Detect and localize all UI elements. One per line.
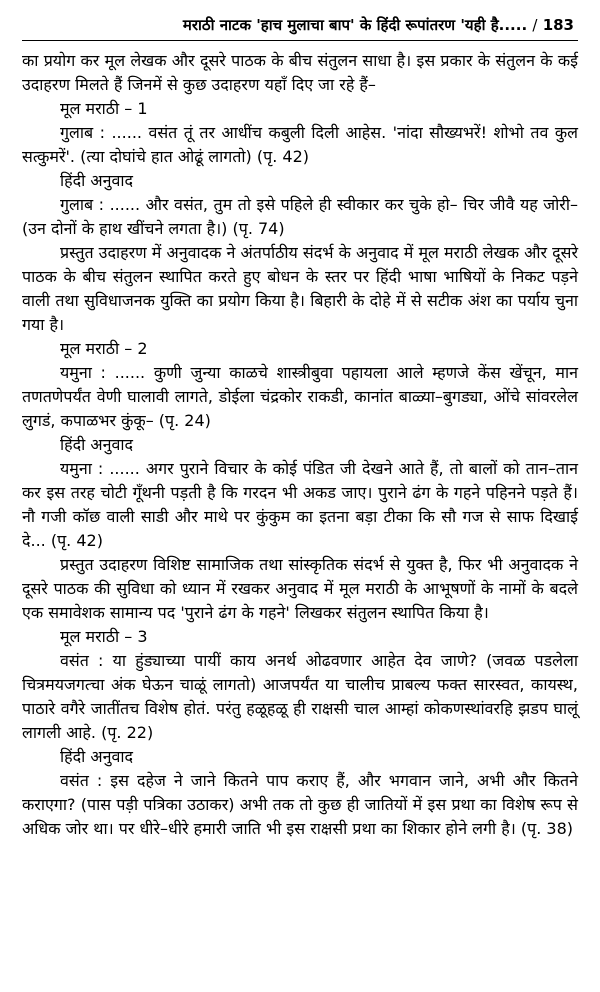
header-separator: / <box>532 16 538 34</box>
section-label-hindi-3: हिंदी अनुवाद <box>60 747 134 766</box>
body-text <box>22 49 578 841</box>
quote-marathi-2: यमुना : ...... कुणी जुन्या काळचे शास्त्रीबुवा पहायला आले म्हणजे केंस खेंचून, मान तणतणेपर्यंत वेणी घालावी लागते, डोईला चंद्रकोर राकडी, कानांत बाळ्या–बुगड्या, ओंचे सांवरलेल लुगडं, कपाळभर कुंकू– (पृ. 24) <box>22 363 578 430</box>
section-label-marathi-1: मूल मराठी – 1 <box>60 99 148 118</box>
section-label-hindi-1: हिंदी अनुवाद <box>60 171 134 190</box>
quote-marathi-1: गुलाब : ...... वसंत तूं तर आधींच कबुली दिली आहेस. 'नांदा सौख्यभरें! शोभो तव कुल सत्कुमरें'. (त्या दोघांचे हात ओढूं लागतो) (पृ. 42) <box>22 123 578 166</box>
header-rule <box>22 40 578 41</box>
commentary-1: प्रस्तुत उदाहरण में अनुवादक ने अंतर्पाठीय संदर्भ के अनुवाद में मूल मराठी लेखक और दूसरे पाठक के बीच संतुलन स्थापित करते हुए बोधन के स्तर पर हिंदी भाषा भाषियों के निकट पड़ने वाली तथा सुविधाजनक युक्ति का प्रयोग किया है। बिहारी के दोहे में से सटीक अंश का पर्याय चुना गया है। <box>22 243 578 334</box>
section-label-marathi-3: मूल मराठी – 3 <box>60 627 148 646</box>
section-label-marathi-2: मूल मराठी – 2 <box>60 339 148 358</box>
quote-marathi-3: वसंत : या हुंड्याच्या पायीं काय अनर्थ ओढवणार आहेत देव जाणे? (जवळ पडलेला चित्रमयजगत्चा अंक घेऊन चाळूं लागतो) आजपर्यंत या चालीच प्राबल्य फक्त सारस्वत, कायस्थ, पाठारे वगैरे जातींतच विशेष होतं. परंतु हळूहळू ही राक्षसी चाल आम्हां कोकणस्थांवरहि झडप घालूं लागली आहे. (पृ. 22) <box>22 651 578 742</box>
running-header-title: मराठी नाटक 'हाच मुलाचा बाप' के हिंदी रूपांतरण 'यही है..... <box>182 16 528 34</box>
section-label-hindi-2: हिंदी अनुवाद <box>60 435 134 454</box>
quote-hindi-2: यमुना : ...... अगर पुराने विचार के कोई पंडित जी देखने आते हैं, तो बालों को तान–तान कर इस तरह चोटी गूँथनी पड़ती है कि गरदन भी अकड जाए। पुराने ढंग के गहने पहिनने पड़ते हैं। नौ गजी कॉछ वाली साडी और माथे पर कुंकुम का इतना बड़ा टीका कि सौ गज से साफ दिखाई दे... (पृ. 42) <box>22 459 578 550</box>
commentary-2: प्रस्तुत उदाहरण विशिष्ट सामाजिक तथा सांस्कृतिक संदर्भ से युक्त है, फिर भी अनुवादक ने दूसरे पाठक की सुविधा को ध्यान में रखकर अनुवाद में मूल मराठी के आभूषणों के नामों के बदले एक समावेशक सामान्य पद 'पुराने ढंग के गहने' लिखकर संतुलन स्थापित किया है। <box>22 555 578 622</box>
intro-paragraph: का प्रयोग कर मूल लेखक और दूसरे पाठक के बीच संतुलन साधा है। इस प्रकार के संतुलन के कई उदाहरण मिलते हैं जिनमें से कुछ उदाहरण यहाँ दिए जा रहे हैं– <box>22 51 578 94</box>
quote-hindi-3: वसंत : इस दहेज ने जाने कितने पाप कराए हैं, और भगवान जाने, अभी और कितने कराएगा? (पास पड़ी पत्रिका उठाकर) अभी तक तो कुछ ही जातियों में इस प्रथा का विशेष रूप से अधिक जोर था। पर धीरे–धीरे हमारी जाति भी इस राक्षसी प्रथा का शिकार होने लगी है। (पृ. 38) <box>22 771 578 838</box>
quote-hindi-1: गुलाब : ...... और वसंत, तुम तो इसे पहिले ही स्वीकार कर चुके हो– चिर जीवै यह जोरी– (उन दोनों के हाथ खींचने लगता है।) (पृ. 74) <box>22 195 578 238</box>
running-header <box>22 14 578 36</box>
page-number: 183 <box>542 16 574 34</box>
